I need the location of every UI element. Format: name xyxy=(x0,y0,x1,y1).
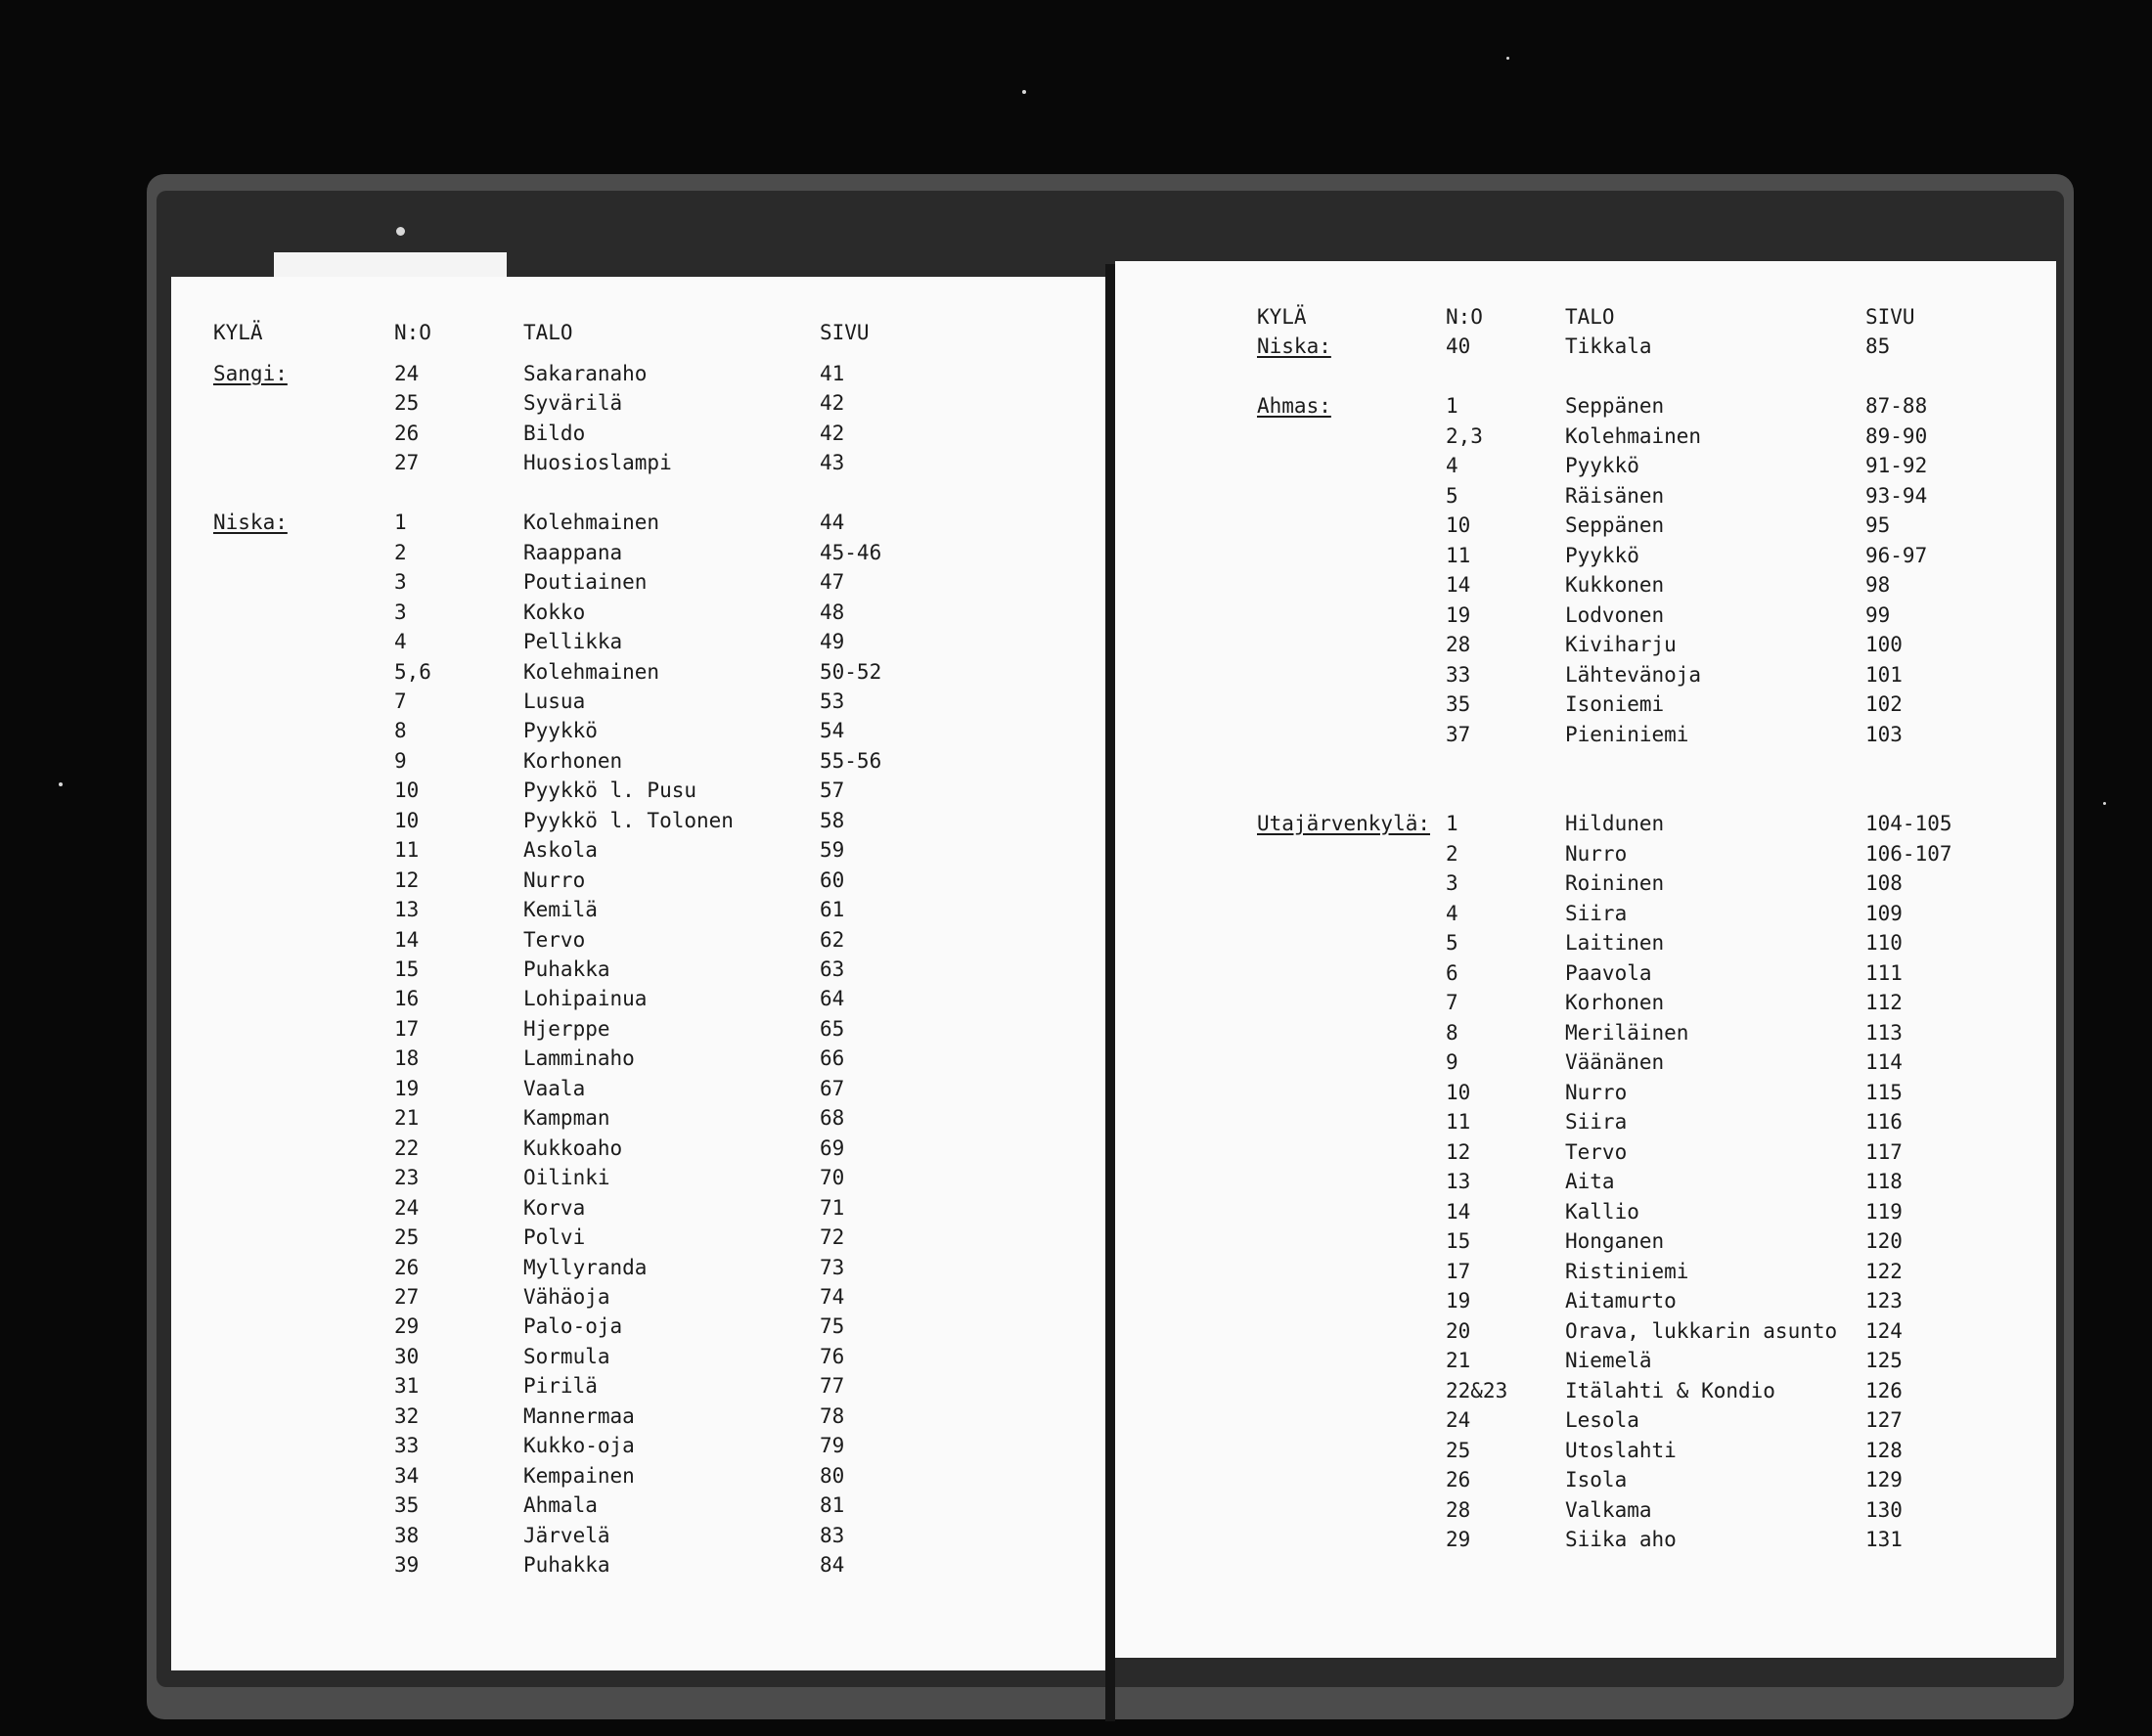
right-page xyxy=(1115,261,2056,1658)
house-number: 21 xyxy=(394,1106,420,1130)
dust-speck xyxy=(2103,802,2106,805)
page-number: 66 xyxy=(820,1046,845,1070)
paper-tab xyxy=(274,252,507,280)
house-name: Väänänen xyxy=(1565,1050,1665,1074)
house-name: Aita xyxy=(1565,1170,1615,1193)
page-number: 65 xyxy=(820,1017,845,1041)
page-number: 130 xyxy=(1865,1498,1903,1522)
house-number: 14 xyxy=(394,928,420,952)
house-name: Laitinen xyxy=(1565,931,1665,955)
house-name: Kemilä xyxy=(523,898,598,921)
house-name: Lamminaho xyxy=(523,1046,635,1070)
page-number: 93-94 xyxy=(1865,484,1928,508)
house-number: 22&23 xyxy=(1446,1379,1508,1402)
page-number: 96-97 xyxy=(1865,544,1928,567)
page-number: 106-107 xyxy=(1865,842,1952,866)
house-number: 24 xyxy=(394,362,420,385)
house-number: 3 xyxy=(394,601,407,624)
house-number: 13 xyxy=(394,898,420,921)
house-number: 39 xyxy=(394,1553,420,1577)
page-number: 73 xyxy=(820,1256,845,1279)
house-number: 26 xyxy=(394,422,420,445)
header-house: TALO xyxy=(523,321,573,344)
page-number: 84 xyxy=(820,1553,845,1577)
page-number: 79 xyxy=(820,1434,845,1457)
house-name: Syvärilä xyxy=(523,391,623,415)
house-name: Raappana xyxy=(523,541,623,564)
house-name: Paavola xyxy=(1565,961,1652,985)
house-number: 35 xyxy=(1446,692,1471,716)
house-name: Ristiniemi xyxy=(1565,1260,1689,1283)
house-number: 17 xyxy=(1446,1260,1471,1283)
header-house: TALO xyxy=(1565,305,1615,329)
page-number: 120 xyxy=(1865,1229,1903,1253)
page-number: 43 xyxy=(820,451,845,474)
page-number: 71 xyxy=(820,1196,845,1220)
house-name: Lusua xyxy=(523,690,586,713)
house-number: 26 xyxy=(1446,1468,1471,1491)
house-name: Orava, lukkarin asunto xyxy=(1565,1319,1838,1343)
house-name: Kolehmainen xyxy=(523,511,660,534)
house-number: 1 xyxy=(394,511,407,534)
house-number: 19 xyxy=(394,1077,420,1100)
page-number: 47 xyxy=(820,570,845,594)
page-number: 75 xyxy=(820,1314,845,1338)
house-name: Kiviharju xyxy=(1565,633,1677,656)
house-number: 24 xyxy=(1446,1408,1471,1432)
page-number: 115 xyxy=(1865,1081,1903,1104)
page-number: 100 xyxy=(1865,633,1903,656)
page-number: 74 xyxy=(820,1285,845,1309)
house-number: 16 xyxy=(394,987,420,1010)
house-number: 12 xyxy=(394,868,420,892)
page-number: 131 xyxy=(1865,1528,1903,1551)
page-number: 124 xyxy=(1865,1319,1903,1343)
page-number: 123 xyxy=(1865,1289,1903,1313)
page-number: 80 xyxy=(820,1464,845,1488)
page-number: 104-105 xyxy=(1865,812,1952,835)
house-number: 37 xyxy=(1446,723,1471,746)
house-name: Bildo xyxy=(523,422,586,445)
house-number: 15 xyxy=(394,957,420,981)
house-number: 29 xyxy=(1446,1528,1471,1551)
book-gutter xyxy=(1105,264,1115,1721)
house-name: Palo-oja xyxy=(523,1314,623,1338)
house-number: 21 xyxy=(1446,1349,1471,1372)
house-number: 8 xyxy=(394,719,407,742)
house-name: Siira xyxy=(1565,902,1628,925)
header-village: KYLÄ xyxy=(213,321,263,344)
house-name: Polvi xyxy=(523,1225,586,1249)
page-number: 41 xyxy=(820,362,845,385)
house-name: Sormula xyxy=(523,1345,610,1368)
house-number: 3 xyxy=(394,570,407,594)
house-name: Korva xyxy=(523,1196,586,1220)
house-name: Hildunen xyxy=(1565,812,1665,835)
village-name: Utajärvenkylä: xyxy=(1257,812,1431,835)
village-name: Sangi: xyxy=(213,362,288,385)
house-name: Kukkoaho xyxy=(523,1136,623,1160)
page-number: 77 xyxy=(820,1374,845,1398)
house-number: 25 xyxy=(394,1225,420,1249)
page-number: 78 xyxy=(820,1404,845,1428)
house-number: 18 xyxy=(394,1046,420,1070)
page-number: 128 xyxy=(1865,1439,1903,1462)
page-number: 101 xyxy=(1865,663,1903,687)
house-number: 25 xyxy=(394,391,420,415)
header-page: SIVU xyxy=(1865,305,1915,329)
house-number: 23 xyxy=(394,1166,420,1189)
dust-speck xyxy=(1022,90,1026,94)
page-number: 113 xyxy=(1865,1021,1903,1045)
house-number: 5 xyxy=(1446,484,1458,508)
house-number: 10 xyxy=(394,779,420,802)
house-number: 3 xyxy=(1446,871,1458,895)
house-number: 10 xyxy=(394,809,420,832)
page-number: 98 xyxy=(1865,573,1891,597)
house-number: 17 xyxy=(394,1017,420,1041)
house-name: Räisänen xyxy=(1565,484,1665,508)
house-name: Seppänen xyxy=(1565,513,1665,537)
house-number: 27 xyxy=(394,1285,420,1309)
house-name: Oilinki xyxy=(523,1166,610,1189)
house-number: 11 xyxy=(394,838,420,862)
dust-speck xyxy=(59,782,63,786)
page-number: 91-92 xyxy=(1865,454,1928,477)
house-name: Kallio xyxy=(1565,1200,1639,1224)
house-name: Kampman xyxy=(523,1106,610,1130)
page-number: 118 xyxy=(1865,1170,1903,1193)
house-name: Honganen xyxy=(1565,1229,1665,1253)
house-name: Nurro xyxy=(1565,1081,1628,1104)
house-name: Järvelä xyxy=(523,1524,610,1547)
house-number: 14 xyxy=(1446,1200,1471,1224)
house-number: 28 xyxy=(1446,633,1471,656)
house-number: 38 xyxy=(394,1524,420,1547)
page-number: 68 xyxy=(820,1106,845,1130)
house-number: 4 xyxy=(1446,454,1458,477)
house-name: Aitamurto xyxy=(1565,1289,1677,1313)
page-number: 89-90 xyxy=(1865,424,1928,448)
house-number: 29 xyxy=(394,1314,420,1338)
house-number: 26 xyxy=(394,1256,420,1279)
house-name: Utoslahti xyxy=(1565,1439,1677,1462)
header-village: KYLÄ xyxy=(1257,305,1307,329)
house-number: 34 xyxy=(394,1464,420,1488)
house-name: Siika aho xyxy=(1565,1528,1677,1551)
house-number: 2 xyxy=(1446,842,1458,866)
house-name: Valkama xyxy=(1565,1498,1652,1522)
house-number: 5,6 xyxy=(394,660,431,684)
house-number: 9 xyxy=(394,749,407,773)
header-number: N:O xyxy=(394,321,431,344)
page-number: 49 xyxy=(820,630,845,653)
house-name: Sakaranaho xyxy=(523,362,648,385)
page-number: 111 xyxy=(1865,961,1903,985)
house-number: 11 xyxy=(1446,544,1471,567)
house-name: Siira xyxy=(1565,1110,1628,1134)
house-number: 30 xyxy=(394,1345,420,1368)
house-number: 7 xyxy=(1446,991,1458,1014)
house-number: 27 xyxy=(394,451,420,474)
house-name: Pyykkö l. Tolonen xyxy=(523,809,734,832)
page-number: 109 xyxy=(1865,902,1903,925)
page-number: 87-88 xyxy=(1865,394,1928,418)
house-number: 7 xyxy=(394,690,407,713)
page-number: 45-46 xyxy=(820,541,882,564)
house-number: 32 xyxy=(394,1404,420,1428)
page-number: 122 xyxy=(1865,1260,1903,1283)
page-number: 81 xyxy=(820,1493,845,1517)
page-number: 70 xyxy=(820,1166,845,1189)
house-name: Isoniemi xyxy=(1565,692,1665,716)
house-name: Puhakka xyxy=(523,957,610,981)
house-name: Askola xyxy=(523,838,598,862)
page-number: 48 xyxy=(820,601,845,624)
house-name: Nurro xyxy=(1565,842,1628,866)
header-number: N:O xyxy=(1446,305,1483,329)
house-name: Kukkonen xyxy=(1565,573,1665,597)
page-number: 110 xyxy=(1865,931,1903,955)
house-name: Pyykkö xyxy=(1565,544,1639,567)
house-name: Tervo xyxy=(523,928,586,952)
house-name: Lodvonen xyxy=(1565,603,1665,627)
page-number: 126 xyxy=(1865,1379,1903,1402)
page-number: 112 xyxy=(1865,991,1903,1014)
house-name: Huosioslampi xyxy=(523,451,672,474)
house-number: 13 xyxy=(1446,1170,1471,1193)
house-number: 9 xyxy=(1446,1050,1458,1074)
page-number: 83 xyxy=(820,1524,845,1547)
page-number: 102 xyxy=(1865,692,1903,716)
house-number: 19 xyxy=(1446,603,1471,627)
page-number: 67 xyxy=(820,1077,845,1100)
house-number: 33 xyxy=(1446,663,1471,687)
house-name: Korhonen xyxy=(1565,991,1665,1014)
page-number: 108 xyxy=(1865,871,1903,895)
house-number: 33 xyxy=(394,1434,420,1457)
page-number: 42 xyxy=(820,422,845,445)
header-page: SIVU xyxy=(820,321,870,344)
house-name: Poutiainen xyxy=(523,570,648,594)
house-name: Kokko xyxy=(523,601,586,624)
page-number: 58 xyxy=(820,809,845,832)
village-name: Niska: xyxy=(213,511,288,534)
house-name: Kukko-oja xyxy=(523,1434,635,1457)
house-name: Isola xyxy=(1565,1468,1628,1491)
page-number: 59 xyxy=(820,838,845,862)
page-number: 55-56 xyxy=(820,749,882,773)
house-name: Nurro xyxy=(523,868,586,892)
house-name: Pyykkö xyxy=(523,719,598,742)
page-number: 54 xyxy=(820,719,845,742)
house-name: Korhonen xyxy=(523,749,623,773)
house-number: 1 xyxy=(1446,812,1458,835)
house-name: Roininen xyxy=(1565,871,1665,895)
page-number: 64 xyxy=(820,987,845,1010)
house-number: 12 xyxy=(1446,1140,1471,1164)
house-number: 28 xyxy=(1446,1498,1471,1522)
house-number: 35 xyxy=(394,1493,420,1517)
house-number: 25 xyxy=(1446,1439,1471,1462)
house-name: Vaala xyxy=(523,1077,586,1100)
page-number: 50-52 xyxy=(820,660,882,684)
page-number: 61 xyxy=(820,898,845,921)
page-number: 114 xyxy=(1865,1050,1903,1074)
house-name: Myllyranda xyxy=(523,1256,648,1279)
house-number: 20 xyxy=(1446,1319,1471,1343)
page-number: 60 xyxy=(820,868,845,892)
house-name: Lähtevänoja xyxy=(1565,663,1702,687)
house-number: 40 xyxy=(1446,334,1471,358)
page-number: 53 xyxy=(820,690,845,713)
dust-speck xyxy=(1506,57,1509,60)
house-name: Kolehmainen xyxy=(523,660,660,684)
house-name: Meriläinen xyxy=(1565,1021,1689,1045)
page-number: 85 xyxy=(1865,334,1891,358)
page-number: 44 xyxy=(820,511,845,534)
page-number: 125 xyxy=(1865,1349,1903,1372)
house-name: Pyykkö xyxy=(1565,454,1639,477)
house-name: Ahmala xyxy=(523,1493,598,1517)
page-number: 95 xyxy=(1865,513,1891,537)
page-number: 119 xyxy=(1865,1200,1903,1224)
village-name: Niska: xyxy=(1257,334,1331,358)
house-number: 6 xyxy=(1446,961,1458,985)
house-number: 24 xyxy=(394,1196,420,1220)
page-number: 69 xyxy=(820,1136,845,1160)
house-name: Kempainen xyxy=(523,1464,635,1488)
house-name: Pirilä xyxy=(523,1374,598,1398)
house-name: Vähäoja xyxy=(523,1285,610,1309)
house-number: 4 xyxy=(1446,902,1458,925)
house-name: Itälahti & Kondio xyxy=(1565,1379,1775,1402)
house-number: 5 xyxy=(1446,931,1458,955)
house-number: 10 xyxy=(1446,513,1471,537)
house-number: 10 xyxy=(1446,1081,1471,1104)
page-number: 76 xyxy=(820,1345,845,1368)
house-number: 4 xyxy=(394,630,407,653)
village-name: Ahmas: xyxy=(1257,394,1331,418)
house-name: Hjerppe xyxy=(523,1017,610,1041)
house-name: Pieniniemi xyxy=(1565,723,1689,746)
house-name: Tikkala xyxy=(1565,334,1652,358)
page-number: 62 xyxy=(820,928,845,952)
page-number: 103 xyxy=(1865,723,1903,746)
house-number: 11 xyxy=(1446,1110,1471,1134)
house-number: 14 xyxy=(1446,573,1471,597)
page-number: 63 xyxy=(820,957,845,981)
page-number: 99 xyxy=(1865,603,1891,627)
house-name: Lesola xyxy=(1565,1408,1639,1432)
house-name: Lohipainua xyxy=(523,987,648,1010)
house-name: Kolehmainen xyxy=(1565,424,1702,448)
house-name: Pellikka xyxy=(523,630,623,653)
house-name: Mannermaa xyxy=(523,1404,635,1428)
house-number: 2,3 xyxy=(1446,424,1483,448)
dust-speck xyxy=(396,227,405,236)
house-name: Tervo xyxy=(1565,1140,1628,1164)
house-name: Pyykkö l. Pusu xyxy=(523,779,697,802)
left-page xyxy=(171,277,1105,1670)
page-number: 57 xyxy=(820,779,845,802)
house-name: Seppänen xyxy=(1565,394,1665,418)
page-number: 127 xyxy=(1865,1408,1903,1432)
house-number: 1 xyxy=(1446,394,1458,418)
page-number: 129 xyxy=(1865,1468,1903,1491)
house-number: 2 xyxy=(394,541,407,564)
page-number: 117 xyxy=(1865,1140,1903,1164)
house-number: 31 xyxy=(394,1374,420,1398)
house-number: 8 xyxy=(1446,1021,1458,1045)
page-number: 116 xyxy=(1865,1110,1903,1134)
page-number: 42 xyxy=(820,391,845,415)
house-number: 19 xyxy=(1446,1289,1471,1313)
house-number: 15 xyxy=(1446,1229,1471,1253)
house-name: Niemelä xyxy=(1565,1349,1652,1372)
page-number: 72 xyxy=(820,1225,845,1249)
house-number: 22 xyxy=(394,1136,420,1160)
house-name: Puhakka xyxy=(523,1553,610,1577)
